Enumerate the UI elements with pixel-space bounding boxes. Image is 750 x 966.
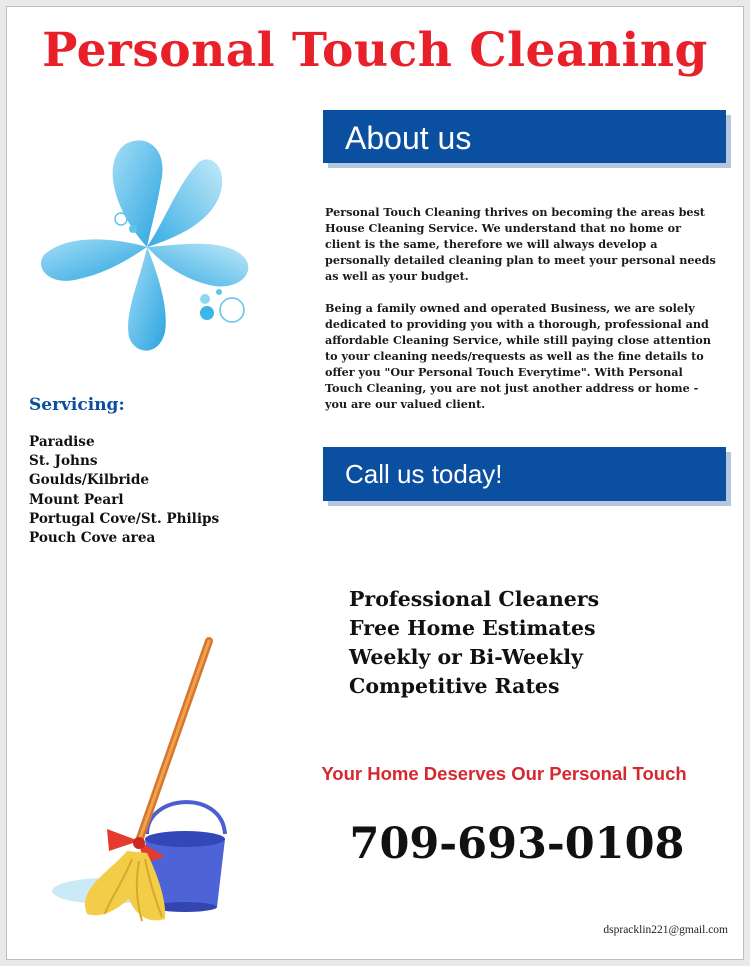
call-us-banner: [323, 447, 726, 501]
feature-item: Competitive Rates: [349, 674, 560, 698]
about-paragraph-1: Personal Touch Cleaning thrives on becoming the areas best House Cleaning Service. We understand that no home or client is the same, therefore we will always develop a personally detailed cleaning plan to meet your personal needs as well as your budget.: [325, 205, 716, 283]
slogan: Your Home Deserves Our Personal Touch: [321, 763, 687, 784]
page-title: Personal Touch Cleaning: [42, 23, 708, 78]
service-area-item: Pouch Cove area: [29, 530, 156, 547]
service-area-item: Mount Pearl: [29, 491, 124, 508]
service-area-item: St. Johns: [29, 453, 98, 470]
about-paragraph-2: Being a family owned and operated Business, we are solely dedicated to providing you with a thorough, professional and affordable Cleaning Service, while still paying close attention to your cleaning needs/requests as well as the fine details to offer you "Our Personal Touch Everytime". With Personal Touch Cleaning, you are not just another address or home - you are our valued client.: [325, 301, 712, 411]
butterfly-icon: [29, 127, 264, 362]
servicing-list: [29, 433, 219, 548]
feature-item: Weekly or Bi-Weekly: [349, 645, 583, 669]
service-area-item: Paradise: [29, 434, 95, 450]
servicing-heading: Servicing:: [29, 395, 125, 415]
about-us-banner: [323, 110, 726, 163]
service-area-item: Portugal Cove/St. Philips: [29, 510, 220, 527]
mop-bucket-icon: [47, 629, 247, 929]
email-address: dspracklin221@gmail.com: [603, 924, 728, 936]
feature-item: Professional Cleaners: [349, 587, 600, 611]
about-us-heading: About us: [345, 120, 472, 156]
call-us-heading: Call us today!: [345, 459, 503, 489]
feature-item: Free Home Estimates: [349, 616, 596, 640]
about-us-text: [325, 204, 719, 412]
features-list: [349, 585, 599, 701]
phone-number: 709-693-0108: [349, 819, 685, 869]
service-area-item: Goulds/Kilbride: [29, 472, 149, 489]
flyer-page: [6, 6, 744, 960]
